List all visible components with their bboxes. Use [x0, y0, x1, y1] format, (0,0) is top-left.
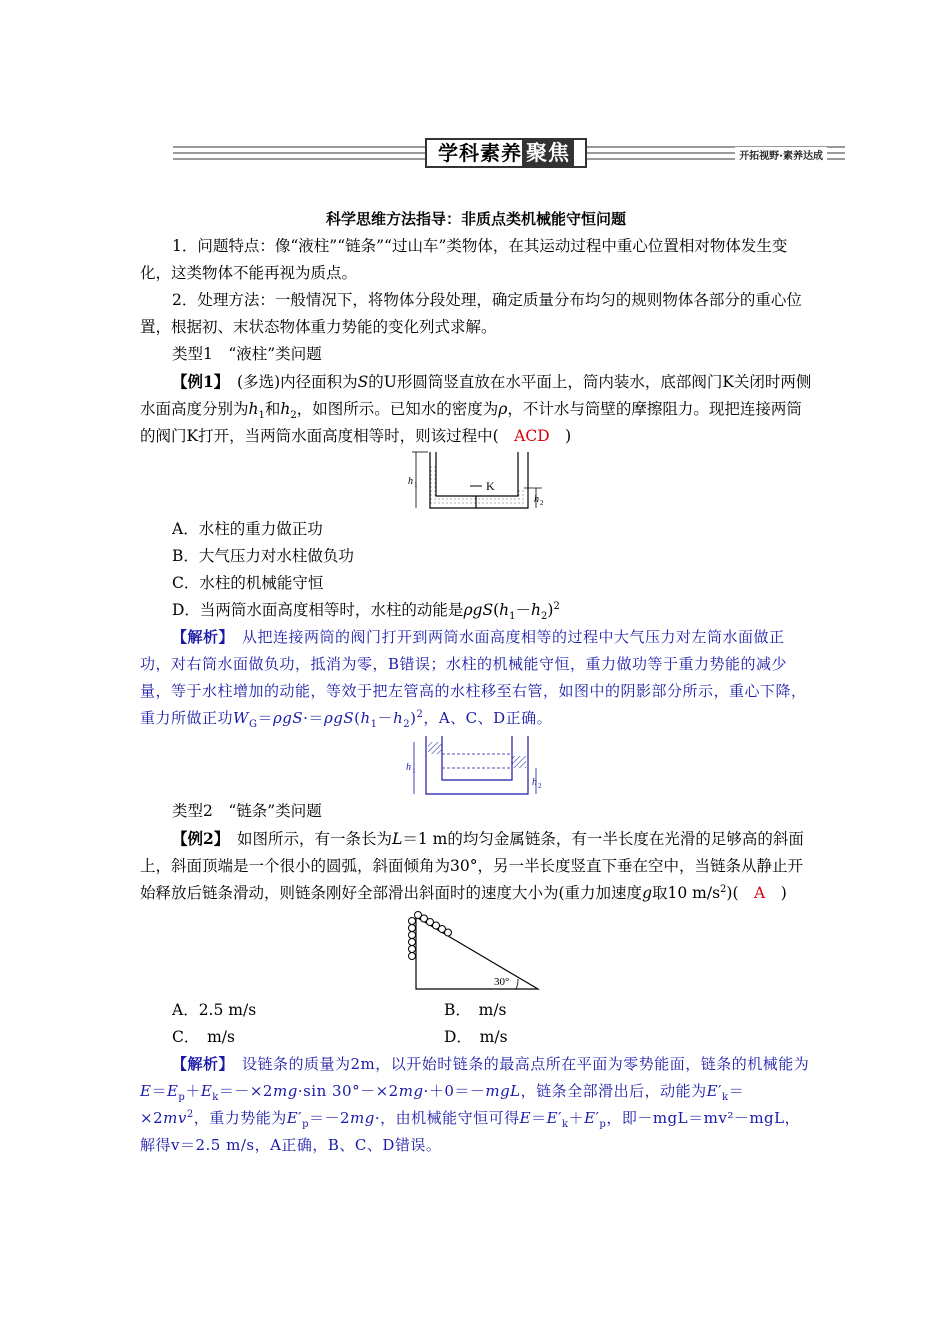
banner-title — [425, 138, 587, 168]
u-tube-diagram — [406, 450, 546, 516]
h2-subscript: 2 — [540, 499, 544, 507]
example2-label: 【例2】 — [172, 829, 222, 848]
analysis-label: 【解析】 — [172, 1055, 227, 1073]
type1-heading: 类型1 “液柱”类问题 — [172, 345, 322, 363]
banner-title-prefix: 学科素养 — [438, 141, 522, 165]
example1-label: 【例1】 — [172, 372, 222, 391]
example2-option-b: B． m/s — [444, 1001, 507, 1019]
h1-label: h — [408, 476, 413, 487]
intro-paragraph-2: 2．处理方法：一般情况下，将物体分段处理，确定质量分布均匀的规则物体各部分的重心位置，根据初、末状态物体重力势能的变化列式求解。 — [140, 291, 802, 336]
analysis-text: ，即－mgL＝mv²－mgL，解得v＝2.5 m/s，A正确，B、C、D错误。 — [140, 1109, 801, 1154]
example1-text: ，如图所示。已知水的密度为 — [296, 400, 499, 418]
h2-subscript: 2 — [538, 782, 542, 790]
section-banner — [173, 138, 845, 172]
chain-hanging — [409, 918, 416, 960]
angle-label: 30° — [494, 976, 510, 988]
example1-option-c: C．水柱的机械能守恒 — [172, 574, 324, 592]
example2-text: 如图所示，有一条长为 — [221, 830, 393, 848]
example2-analysis: 【解析】 设链条的质量为2m，以开始时链条的最高点所在平面为零势能面，链条的机械能为$E=E_p+E_k=-\times 2mg\cdot\sin$ 30°－×2mg·＋0＝－mgL，链条全部滑出后，动能为$E'_k=\times 2mv^2$，重力势能为$E'_p=-2mg\cdot$，由机械能守恒可得$E=E'_k+E'_p$，即－mgL＝mv²－mgL，解得v＝2.5 m/s，A正确，B、C、D错误。 — [140, 1055, 810, 1154]
example1-text: 和 — [264, 400, 281, 418]
shaded-left — [428, 742, 442, 754]
example1-analysis: 【解析】 从把连接两筒的阀门打开到两筒水面高度相等的过程中大气压力对左筒水面做正功，对右筒水面做负功，抵消为零，B错误；水柱的机械能守恒，重力做功等于重力势能的减少量，等于水柱增加的动能，等效于把左管高的水柱移至右管，如图中的阴影部分所示，重心下降，重力所做正功$W_G=\rho gS\cdot=\rho gS(h_1-h_2)^2$，A、C、D正确。 — [140, 628, 807, 730]
example1-answer: ACD — [514, 427, 550, 445]
example2-option-c: C． m/s — [172, 1028, 235, 1046]
section-title: 科学思维方法指导：非质点类机械能守恒问题 — [325, 210, 626, 228]
example2-option-a: A．2.5 m/s — [172, 1001, 257, 1019]
analysis-text: ，由机械能守恒可得 — [380, 1109, 520, 1127]
example2-options-row-1 — [140, 997, 812, 1024]
analysis-text: ，链条全部滑出后，动能为 — [520, 1082, 707, 1100]
tube-inner — [436, 452, 518, 496]
analysis-label: 【解析】 — [172, 628, 227, 646]
type2-heading: 类型2 “链条”类问题 — [172, 802, 322, 820]
tube-inner — [442, 736, 512, 780]
incline-figure — [140, 911, 812, 991]
example1-option-b: B．大气压力对水柱做负功 — [172, 547, 354, 565]
example1-text: (多选)内径面积为 — [221, 373, 358, 391]
u-tube-shaded-diagram — [406, 734, 546, 798]
u-tube-shaded-figure — [140, 734, 812, 798]
example2-text: 取10 m/s — [652, 884, 721, 902]
example2-option-d: D． m/s — [444, 1028, 508, 1046]
example1-text: 的U形圆筒竖直放在水平面上，筒内装水，底部阀门K关闭时两侧水面高度分别为 — [140, 373, 812, 418]
shaded-right — [512, 756, 526, 768]
banner-title-highlight: 聚焦 — [522, 140, 574, 166]
intro-paragraph-1: 1．问题特点：像“液柱”“链条”“过山车”类物体，在其运动过程中重心位置相对物体发生变化，这类物体不能再视为质点。 — [140, 237, 788, 282]
h1-label: h — [406, 762, 411, 773]
angle-arc — [516, 979, 518, 989]
example1-text: ) — [549, 427, 572, 445]
h1-subscript: 1 — [412, 767, 416, 775]
example2-text: ＝1 m的均匀金属链条，有一半长度在光滑的足够高的斜面上，斜面顶端是一个很小的圆弧，斜面倾角为30°，另一半长度竖直下垂在空中，当链条从静止开始释放后链条滑动，则链条刚好全部滑出斜面时的速度大小为(重力加速度 — [140, 830, 804, 902]
h2-label: h — [532, 777, 537, 788]
example1-option-d: D．当两筒水面高度相等时，水柱的动能是$\rho gS(h_1-h_2)^2$ — [172, 600, 560, 623]
main-content — [140, 204, 812, 1159]
analysis-text: 设链条的质量为2m，以开始时链条的最高点所在平面为零势能面，链条的机械能为 — [226, 1055, 810, 1073]
example2-options-row-2 — [140, 1024, 812, 1051]
valve-label: K — [486, 479, 495, 493]
example1-text: ，不计水与筒壁的摩擦阻力。现把连接两筒的阀门K打开，当两筒水面高度相等时，则该过程中( — [140, 400, 802, 445]
example1-option-a: A．水柱的重力做正功 — [172, 520, 323, 538]
example2-stem: 【例2】 如图所示，有一条长为L＝1 m的均匀金属链条，有一半长度在光滑的足够高的斜面上，斜面顶端是一个很小的圆弧，斜面倾角为30°，另一半长度竖直下垂在空中，当链条从静止开始释放后链条滑动，则链条刚好全部滑出斜面时的速度大小为(重力加速度g取10 $m/s^2$)( A ) — [140, 829, 804, 902]
analysis-text: ，重力势能为 — [193, 1109, 287, 1127]
analysis-text: ，A、C、D正确。 — [423, 709, 553, 727]
chain-on-incline — [415, 912, 452, 937]
h1-subscript: 1 — [414, 481, 418, 489]
example2-answer: A — [754, 884, 766, 902]
example1-stem: 【例1】 (多选)内径面积为S的U形圆筒竖直放在水平面上，筒内装水，底部阀门K关闭时两侧水面高度分别为$h_1$和$h_2$，如图所示。已知水的密度为ρ，不计水与筒壁的摩擦阻力。现把连接两筒的阀门K打开，当两筒水面高度相等时，则该过程中( ACD ) — [140, 372, 812, 445]
example2-text: )( — [726, 884, 755, 902]
incline-diagram — [406, 911, 546, 991]
example2-text: ) — [765, 884, 787, 902]
water-region — [430, 464, 524, 504]
option-d-text: D．当两筒水面高度相等时，水柱的动能是 — [172, 601, 464, 619]
u-tube-figure — [140, 450, 812, 516]
h2-label: h — [534, 494, 539, 505]
banner-tagline: 开拓视野·素养达成 — [735, 147, 827, 162]
analysis-text: 从把连接两筒的阀门打开到两筒水面高度相等的过程中大气压力对左筒水面做正功，对右筒水面做负功，抵消为零，B错误；水柱的机械能守恒，重力做功等于重力势能的减少量，等于水柱增加的动能，等效于把左管高的水柱移至右管，如图中的阴影部分所示，重心下降，重力所做正功 — [140, 628, 807, 727]
